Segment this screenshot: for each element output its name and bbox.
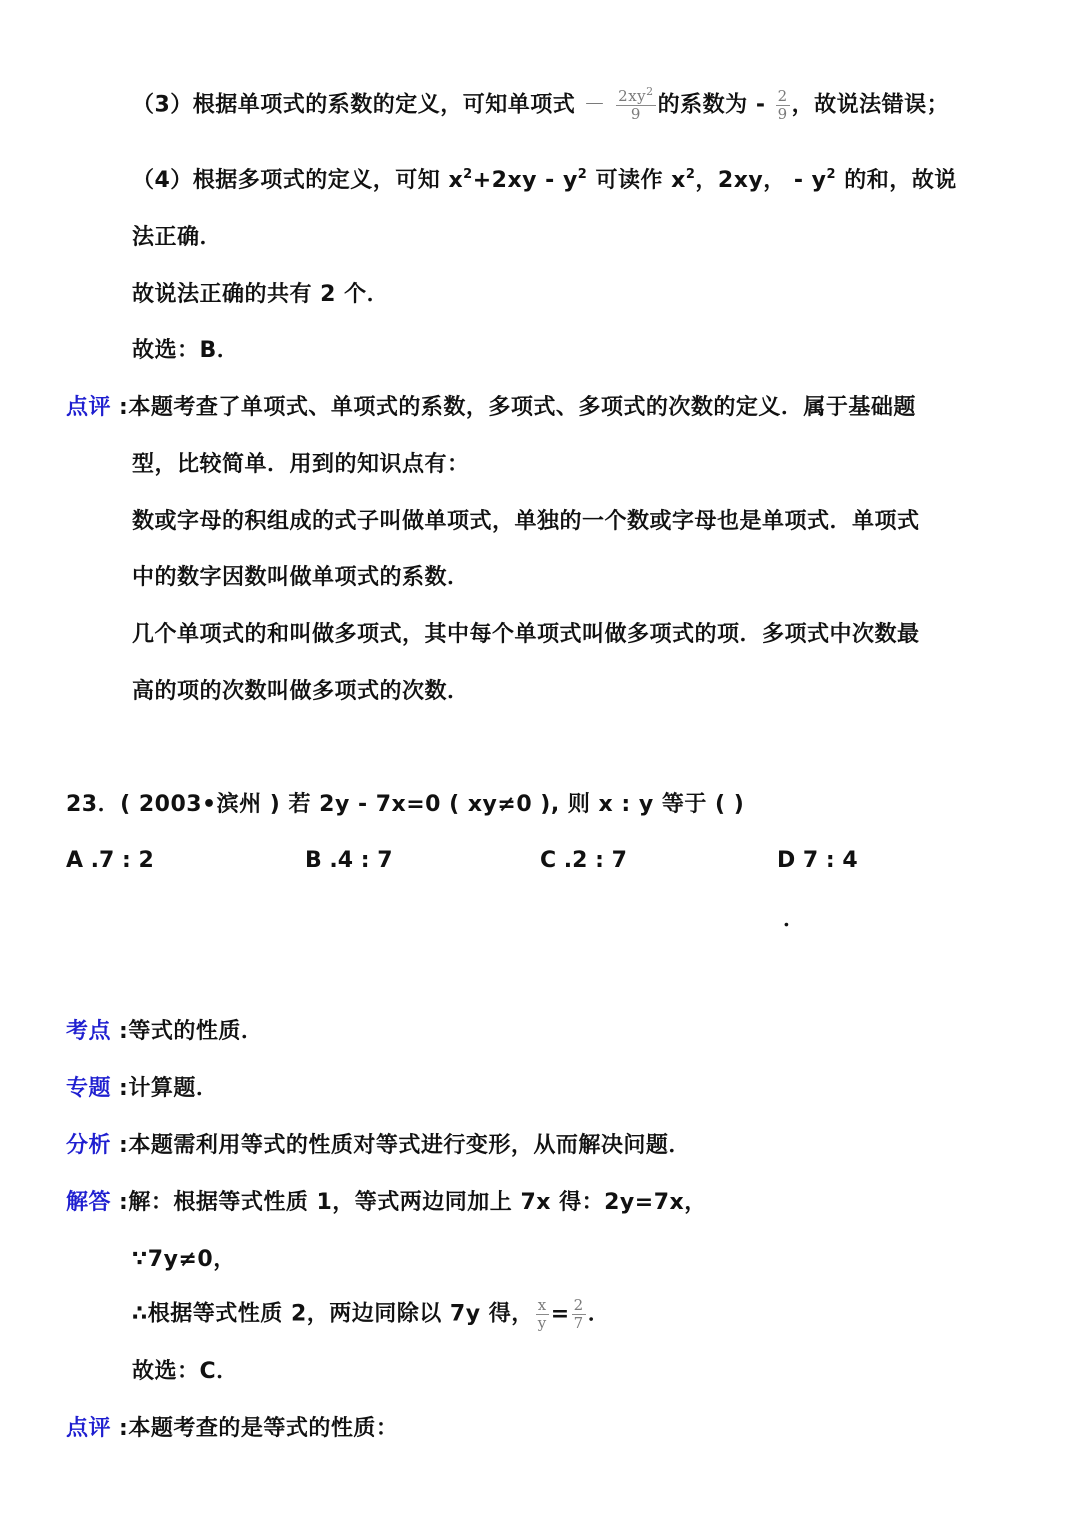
- dianping-text: 本题考查的是等式的性质：: [128, 1416, 399, 1441]
- option-d-period: ．: [783, 907, 806, 932]
- fraction-numerator: 2xy: [618, 87, 647, 105]
- equals-sign: =: [550, 1301, 570, 1327]
- solution-item-4-line1: [132, 166, 957, 196]
- text: +2xy - y: [472, 168, 578, 193]
- exponent: 2: [685, 167, 696, 182]
- two-sevenths-fraction: [572, 1297, 586, 1332]
- fraction-numerator: x: [536, 1297, 549, 1315]
- option-a: A .7 : 2: [66, 848, 154, 873]
- kaodian-text: 等式的性质．: [128, 1019, 264, 1044]
- text: ，2xy， - y: [695, 168, 827, 193]
- text: 可读作 x: [587, 168, 686, 193]
- option-d: D 7 : 4: [777, 848, 858, 873]
- exponent: 2: [826, 167, 837, 182]
- jieda-label: 解答: [66, 1190, 112, 1215]
- jieda-line-2: ∵7y≠0，: [132, 1247, 236, 1272]
- fraction-numerator: 2: [573, 1296, 584, 1314]
- jieda-line-1: 解：根据等式性质 1，等式两边同加上 7x 得：2y=7x，: [128, 1190, 707, 1215]
- text: ．: [587, 1301, 611, 1327]
- comment-line: 中的数字因数叫做单项式的系数．: [132, 565, 470, 590]
- comment-line: 型，比较简单．用到的知识点有：: [132, 452, 470, 477]
- comment-block-1: 点评 :本题考查了单项式、单项式的系数，多项式、多项式的次数的定义．属于基础题: [66, 395, 916, 420]
- fenxi-label: 分析: [66, 1133, 112, 1158]
- question-23-stem: 23．( 2003•滨州 ) 若 2y - 7x=0 ( xy≠0 ), 则 x : y 等于 ( ): [66, 792, 745, 817]
- comment-line: 高的项的次数叫做多项式的次数．: [132, 679, 470, 704]
- fraction-numerator: 2: [777, 87, 788, 105]
- comment-line: 数或字母的积组成的式子叫做单项式，单独的一个数或字母也是单项式．单项式: [132, 509, 920, 534]
- item3-suffix: ，故说法错误；: [791, 92, 950, 118]
- fraction-denominator: y: [537, 1314, 547, 1332]
- zhuanti-text: 计算题．: [128, 1076, 219, 1101]
- x-over-y-fraction: [536, 1297, 549, 1332]
- fenxi-text: 本题需利用等式的性质对等式进行变形，从而解决问题．: [128, 1133, 691, 1158]
- minus-sign: －: [583, 92, 606, 118]
- option-b: B .4 : 7: [305, 848, 393, 873]
- jieda-row: 解答 :解：根据等式性质 1，等式两边同加上 7x 得：2y=7x，: [66, 1190, 707, 1215]
- comment-label: 点评: [66, 395, 112, 420]
- coefficient-fraction: [776, 88, 790, 123]
- zhuanti-row: 专题 :计算题．: [66, 1076, 219, 1101]
- item3-text: （3）根据单项式的系数的定义，可知单项式: [132, 92, 576, 118]
- kaodian-label: 考点: [66, 1019, 112, 1044]
- fenxi-row: 分析 :本题需利用等式的性质对等式进行变形，从而解决问题．: [66, 1133, 691, 1158]
- solution-item-4-line2: 法正确．: [132, 225, 223, 250]
- solution-item-3: [132, 85, 950, 123]
- exponent: 2: [577, 167, 588, 182]
- dianping-row: 点评 :本题考查的是等式的性质：: [66, 1416, 399, 1441]
- conclusion-text: 故说法正确的共有 2 个．: [132, 282, 390, 307]
- kaodian-row: 考点 :等式的性质．: [66, 1019, 264, 1044]
- option-c: C .2 : 7: [540, 848, 627, 873]
- fraction-denominator: 9: [777, 105, 788, 123]
- jieda-line-3: [132, 1297, 610, 1332]
- minus-sign: -: [747, 92, 774, 118]
- dianping-label: 点评: [66, 1416, 112, 1441]
- text: （4）根据多项式的定义，可知 x: [132, 168, 464, 193]
- answer-text: 故选：B．: [132, 338, 240, 363]
- text: ∴根据等式性质 2，两边同除以 7y 得，: [132, 1301, 534, 1327]
- jieda-line-4: 故选：C．: [132, 1359, 239, 1384]
- text: 的和，故说: [836, 168, 957, 193]
- exponent: 2: [646, 85, 654, 98]
- comment-line: 几个单项式的和叫做多项式，其中每个单项式叫做多项式的项．多项式中次数最: [132, 622, 920, 647]
- item3-middle: 的系数为: [657, 92, 748, 118]
- zhuanti-label: 专题: [66, 1076, 112, 1101]
- comment-line: 本题考查了单项式、单项式的系数，多项式、多项式的次数的定义．属于基础题: [128, 395, 916, 420]
- fraction-denominator: 9: [630, 105, 641, 123]
- fraction-denominator: 7: [573, 1314, 584, 1332]
- exponent: 2: [463, 167, 473, 182]
- monomial-fraction: [616, 85, 655, 123]
